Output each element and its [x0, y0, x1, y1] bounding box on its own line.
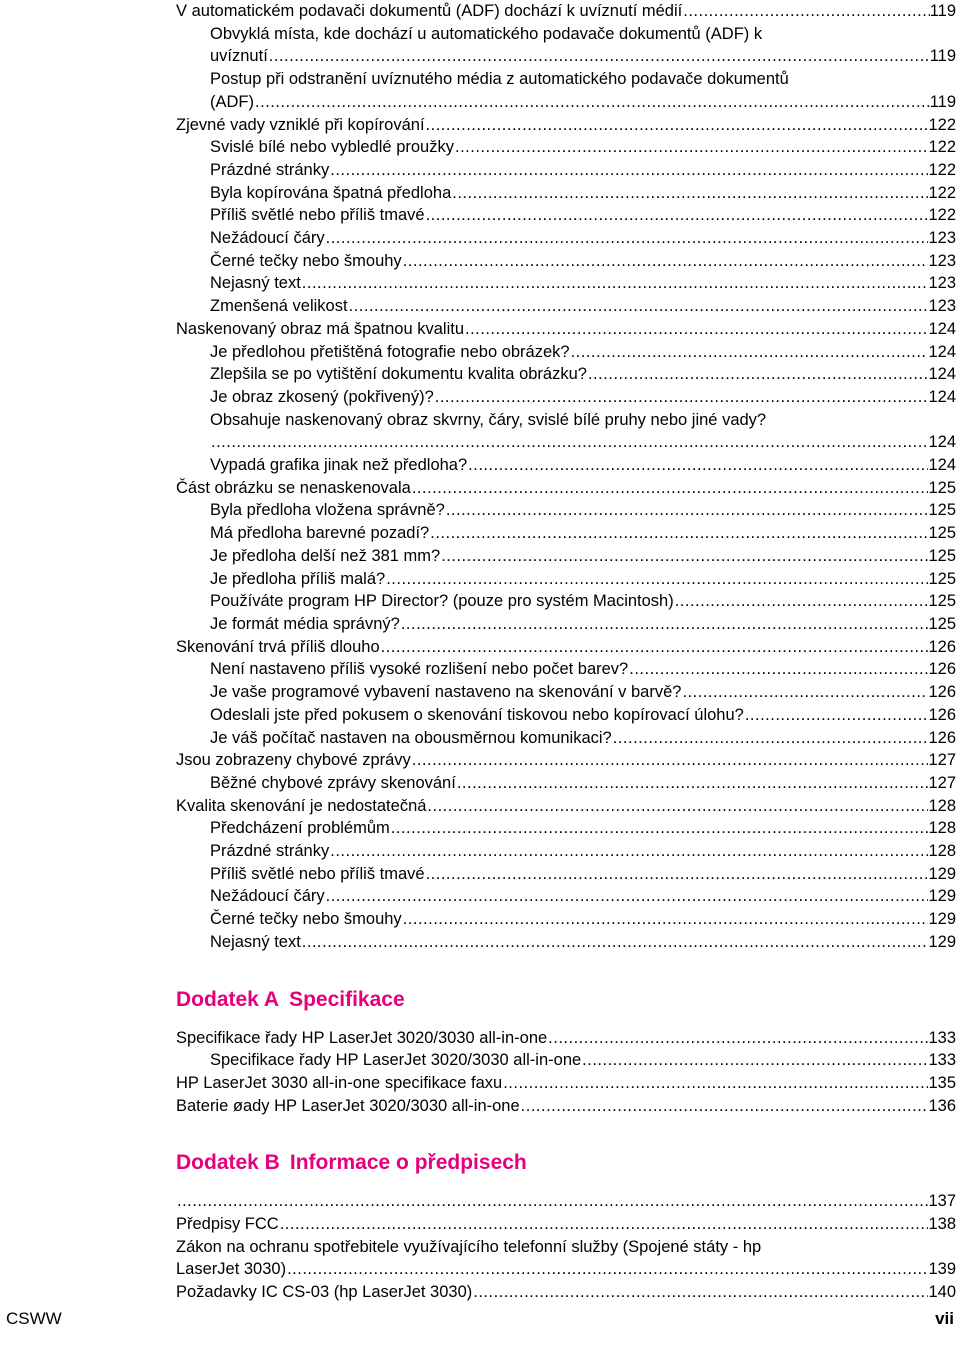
toc-entry-title: Svislé bílé nebo vybledlé proužky [210, 138, 454, 157]
toc-entry-title: Vypadá grafika jinak než předloha? [210, 456, 468, 475]
toc-entry[interactable] [176, 182, 956, 205]
toc-entry-page-number: 124 [928, 365, 956, 384]
toc-entry-page-number: 122 [928, 138, 956, 157]
toc-section-troubleshooting [176, 0, 956, 954]
toc-entry-page-number: 124 [928, 319, 956, 338]
dot-leader [210, 431, 928, 454]
toc-entry[interactable] [176, 545, 956, 568]
toc-entry-title: Není nastaveno příliš vysoké rozlišení nebo počet barev? [210, 660, 629, 679]
dot-leader [454, 136, 928, 159]
dot-leader [426, 795, 928, 818]
dot-leader [254, 91, 930, 114]
dot-leader [440, 545, 928, 568]
toc-entry-page-number: 125 [928, 478, 956, 497]
dot-leader [385, 568, 928, 591]
toc-entry-page-number: 128 [928, 796, 956, 815]
toc-entry-title: Používáte program HP Director? (pouze pro systém Macintosh) [210, 592, 674, 611]
toc-entry[interactable] [176, 386, 956, 409]
toc-entry-page-number: 133 [928, 1051, 956, 1070]
toc-entry-title: Předpisy FCC [176, 1215, 279, 1234]
dot-leader [176, 1190, 928, 1213]
toc-entry-title: Naskenovaný obraz má špatnou kvalitu [176, 319, 464, 338]
toc-entry-title: Zlepšila se po vytištění dokumentu kvalita obrázku? [210, 365, 587, 384]
dot-leader [520, 1095, 929, 1118]
toc-entry-title: Skenování trvá příliš dlouho [176, 637, 380, 656]
toc-entry-title: Je obraz zkosený (pokřivený)? [210, 387, 434, 406]
toc-entry-title: Nežádoucí čáry [210, 887, 325, 906]
toc-entry-title: Je předloha příliš malá? [210, 569, 386, 588]
dot-leader [268, 45, 930, 68]
dot-leader [429, 522, 928, 545]
toc-entry[interactable] [176, 613, 956, 636]
toc-entry[interactable] [176, 749, 956, 772]
toc-entry[interactable] [176, 1281, 956, 1304]
toc-entry-page-number: 129 [928, 864, 956, 883]
dot-leader [425, 863, 929, 886]
toc-entry-page-number: 125 [928, 546, 956, 565]
dot-leader [464, 318, 928, 341]
toc-entry[interactable] [176, 454, 956, 477]
dot-leader [682, 0, 929, 23]
toc-entry[interactable] [176, 817, 956, 840]
dot-leader [681, 681, 928, 704]
toc-entry[interactable] [176, 227, 956, 250]
toc-entry-title: Baterie øady HP LaserJet 3020/3030 all-in-one [176, 1096, 520, 1115]
toc-entry[interactable] [176, 636, 956, 659]
dot-leader [380, 636, 929, 659]
dot-leader [744, 704, 929, 727]
toc-entry[interactable] [176, 1190, 956, 1213]
toc-entry-title: Je předlohou přetištěná fotografie nebo obrázek? [210, 342, 570, 361]
toc-entry-page-number: 125 [928, 614, 956, 633]
toc-entry-page-number: 122 [928, 115, 956, 134]
toc-entry-title: Prázdné stránky [210, 160, 330, 179]
toc-entry-page-number: 140 [928, 1283, 956, 1302]
toc-entry-text-line: Obsahuje naskenovaný obraz skvrny, čáry, svislé bílé pruhy nebo jiné vady? [210, 410, 767, 429]
dot-leader [445, 499, 929, 522]
toc-entry[interactable] [176, 341, 956, 364]
toc-entry[interactable] [176, 250, 956, 273]
toc-entry-title: Černé tečky nebo šmouhy [210, 251, 402, 270]
toc-entry[interactable] [176, 727, 956, 750]
toc-entry-title: Odeslali jste před pokusem o skenování tiskovou nebo kopírovací úlohu? [210, 705, 744, 724]
page-number: vii [935, 1309, 954, 1328]
toc-entry-title: uvíznutí [210, 47, 268, 66]
dot-leader [329, 159, 928, 182]
toc-entry-page-number: 125 [928, 501, 956, 520]
toc-entry-page-number: 137 [928, 1192, 956, 1211]
dot-leader [411, 477, 929, 500]
toc-entry[interactable] [176, 1072, 956, 1095]
toc-entry[interactable] [176, 114, 956, 137]
toc-entry-page-number: 126 [928, 637, 956, 656]
chapter-title: Specifikace [289, 987, 405, 1011]
dot-leader [411, 749, 929, 772]
toc-entry-title: Nejasný text [210, 274, 301, 293]
toc-entry-page-number: 125 [928, 524, 956, 543]
dot-leader [402, 250, 929, 273]
toc-entry-title: Byla předloha vložena správně? [210, 501, 445, 520]
toc-entry-page-number: 123 [928, 297, 956, 316]
toc-entry-page-number: 119 [929, 47, 956, 66]
toc-section-regulatory [176, 1190, 956, 1304]
toc-entry-title: Běžné chybové zprávy skenování [210, 773, 456, 792]
toc-entry-text-line: Zákon na ochranu spotřebitele využívajícího telefonní služby (Spojené státy - hp [176, 1237, 762, 1256]
dot-leader [325, 227, 929, 250]
toc-entry[interactable] [176, 931, 956, 954]
toc-entry-page-number: 124 [928, 433, 956, 452]
toc-entry-title: Je vaše programové vybavení nastaveno na skenování v barvě? [210, 683, 682, 702]
dot-leader [286, 1258, 928, 1281]
toc-entry-page-number: 139 [928, 1260, 956, 1279]
toc-entry[interactable] [176, 522, 956, 545]
toc-entry-title: Jsou zobrazeny chybové zprávy [176, 751, 411, 770]
toc-entry[interactable] [176, 0, 956, 23]
toc-entry-page-number: 129 [928, 910, 956, 929]
toc-entry-page-number: 122 [928, 206, 956, 225]
toc-section-specifications [176, 1027, 956, 1118]
toc-entry-page-number: 133 [928, 1028, 956, 1047]
toc-entry-text-line: Obvyklá místa, kde dochází u automatického podavače dokumentů (ADF) k [210, 24, 763, 43]
toc-entry[interactable] [176, 204, 956, 227]
toc-entry-title: Předcházení problémům [210, 819, 390, 838]
toc-entry-title: (ADF) [210, 92, 254, 111]
dot-leader [547, 1027, 928, 1050]
toc-entry[interactable] [176, 477, 956, 500]
toc-entry[interactable] [176, 1049, 956, 1072]
dot-leader [628, 658, 928, 681]
toc-entry[interactable] [176, 363, 956, 386]
toc-entry-page-number: 123 [928, 274, 956, 293]
toc-entry-title: Je váš počítač nastaven na obousměrnou komunikaci? [210, 728, 612, 747]
toc-entry-title: Požadavky IC CS-03 (hp LaserJet 3030) [176, 1283, 473, 1302]
toc-entry-title: Část obrázku se nenaskenovala [176, 478, 411, 497]
toc-entry-page-number: 123 [928, 229, 956, 248]
toc-entry[interactable] [176, 772, 956, 795]
toc-entry-page-number: 119 [929, 92, 956, 111]
toc-entry[interactable] [176, 499, 956, 522]
toc-entry[interactable] [176, 1095, 956, 1118]
toc-entry[interactable] [176, 431, 956, 454]
toc-entry-page-number: 135 [928, 1073, 956, 1092]
toc-entry[interactable] [176, 658, 956, 681]
dot-leader [390, 817, 929, 840]
dot-leader [570, 341, 929, 364]
toc-entry-page-number: 136 [928, 1096, 956, 1115]
toc-entry[interactable] [176, 885, 956, 908]
toc-entry-title: Specifikace řady HP LaserJet 3020/3030 all-in-one [210, 1051, 582, 1070]
toc-entry-title: Nežádoucí čáry [210, 229, 325, 248]
toc-entry[interactable] [176, 1027, 956, 1050]
toc-entry-page-number: 129 [928, 887, 956, 906]
toc-entry[interactable] [176, 568, 956, 591]
toc-entry[interactable] [176, 159, 956, 182]
toc-entry-title: LaserJet 3030) [176, 1260, 287, 1279]
toc-entry-page-number: 124 [928, 456, 956, 475]
toc-entry-page-number: 122 [928, 160, 956, 179]
toc-entry[interactable] [176, 318, 956, 341]
chapter-title: Informace o předpisech [289, 1151, 527, 1175]
dot-leader [425, 204, 929, 227]
toc-entry-title: Specifikace řady HP LaserJet 3020/3030 all-in-one [176, 1028, 548, 1047]
toc-entry-page-number: 127 [928, 751, 956, 770]
dot-leader [348, 295, 929, 318]
toc-entry-page-number: 129 [928, 932, 956, 951]
toc-entry-title: Nejasný text [210, 932, 301, 951]
dot-leader [612, 727, 929, 750]
chapter-number: Dodatek A [176, 987, 280, 1011]
toc-entry[interactable] [176, 1213, 956, 1236]
toc-entry-title: Je předloha delší než 381 mm? [210, 546, 441, 565]
toc-entry[interactable] [176, 136, 956, 159]
toc-entry-page-number: 124 [928, 387, 956, 406]
dot-leader [434, 386, 929, 409]
toc-entry-page-number: 126 [928, 728, 956, 747]
chapter-number: Dodatek B [176, 1151, 280, 1175]
toc-entry-page-number: 119 [929, 2, 956, 20]
toc-entry[interactable] [176, 272, 956, 295]
toc-entry[interactable] [176, 681, 956, 704]
toc-entry[interactable] [176, 908, 956, 931]
dot-leader [402, 908, 929, 931]
toc-entry-title: Kvalita skenování je nedostatečná [176, 796, 427, 815]
toc-entry-title: Černé tečky nebo šmouhy [210, 910, 402, 929]
toc-entry-title: Zmenšená velikost [210, 297, 348, 316]
toc-entry-title: Byla kopírována špatná předloha [210, 183, 452, 202]
toc-entry[interactable] [176, 704, 956, 727]
dot-leader [400, 613, 929, 636]
toc-entry-text-line: Postup při odstranění uvíznutého média z automatického podavače dokumentů [210, 70, 789, 89]
toc-entry-title: Příliš světlé nebo příliš tmavé [210, 864, 425, 883]
toc-entry[interactable] [176, 295, 956, 318]
chapter-heading-appendix-a[interactable] [176, 987, 956, 1013]
toc-entry-page-number: 123 [928, 251, 956, 270]
footer-left-label: CSWW [6, 1309, 62, 1328]
dot-leader [581, 1049, 928, 1072]
toc-entry-title: HP LaserJet 3030 all-in-one specifikace faxu [176, 1073, 503, 1092]
toc-entry-page-number: 138 [928, 1215, 956, 1234]
toc-entry-page-number: 128 [928, 842, 956, 861]
toc-entry-title: Zjevné vady vzniklé při kopírování [176, 115, 425, 134]
dot-leader [325, 885, 929, 908]
toc-entry-title: Příliš světlé nebo příliš tmavé [210, 206, 425, 225]
toc-entry-title: Je formát média správný? [210, 614, 400, 633]
toc-entry[interactable] [176, 590, 956, 613]
toc-entry-page-number: 126 [928, 705, 956, 724]
chapter-heading-appendix-b[interactable] [176, 1150, 956, 1176]
dot-leader [472, 1281, 928, 1304]
toc-entry-title: Má předloha barevné pozadí? [210, 524, 430, 543]
toc-entry[interactable] [176, 45, 956, 68]
toc-entry[interactable] [176, 863, 956, 886]
toc-entry[interactable] [176, 91, 956, 114]
dot-leader [674, 590, 929, 613]
toc-entry-page-number: 122 [928, 183, 956, 202]
dot-leader [279, 1213, 929, 1236]
toc-entry-page-number: 125 [928, 592, 956, 611]
dot-leader [502, 1072, 928, 1095]
table-of-contents [176, 0, 956, 1304]
toc-entry[interactable] [176, 840, 956, 863]
toc-entry-page-number: 124 [928, 342, 956, 361]
dot-leader [301, 272, 929, 295]
toc-entry-title: Prázdné stránky [210, 842, 330, 861]
dot-leader [301, 931, 929, 954]
dot-leader [456, 772, 929, 795]
toc-entry-page-number: 128 [928, 819, 956, 838]
dot-leader [587, 363, 929, 386]
toc-entry-page-number: 126 [928, 683, 956, 702]
toc-entry-page-number: 127 [928, 773, 956, 792]
dot-leader [329, 840, 928, 863]
toc-entry-page-number: 126 [928, 660, 956, 679]
toc-entry[interactable] [176, 795, 956, 818]
toc-entry[interactable] [176, 1258, 956, 1281]
dot-leader [451, 182, 928, 205]
dot-leader [467, 454, 928, 477]
toc-entry-page-number: 125 [928, 569, 956, 588]
toc-entry-title: V automatickém podavači dokumentů (ADF) dochází k uvíznutí médií [176, 2, 683, 20]
dot-leader [425, 114, 929, 137]
